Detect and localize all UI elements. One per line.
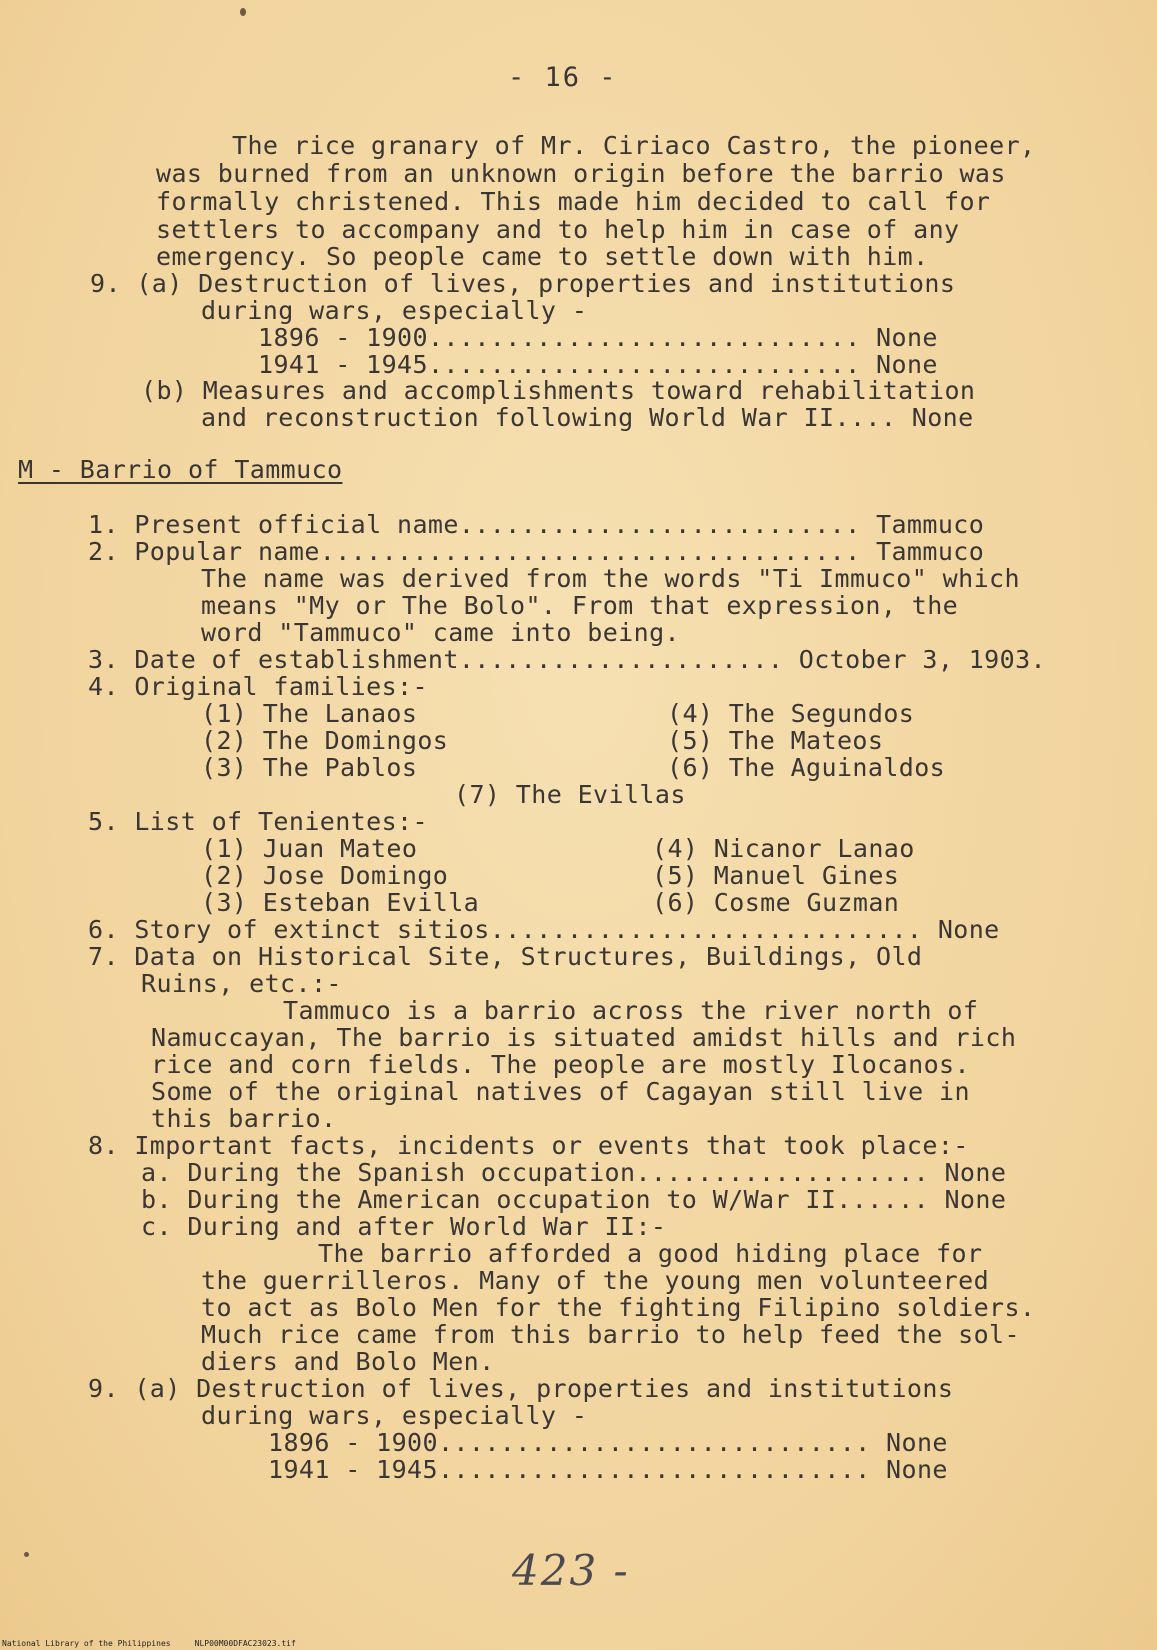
text-line: c. During and after World War II:- <box>141 1212 667 1241</box>
text-line: 1. Present official name.......................... Tammuco <box>88 510 985 539</box>
text-line: emergency. So people came to settle down with him. <box>156 242 929 271</box>
list-item: (2) Jose Domingo <box>201 861 449 890</box>
section-heading: M - Barrio of Tammuco <box>18 455 343 484</box>
text-line: 3. Date of establishment..................... October 3, 1903. <box>88 645 1046 674</box>
list-item: (6) The Aguinaldos <box>667 753 946 782</box>
text-line: 1941 - 1945............................ None <box>268 1455 948 1484</box>
text-line: Much rice came from this barrio to help feed the sol- <box>201 1320 1020 1349</box>
text-line: during wars, especially - <box>201 1401 588 1430</box>
text-line: (b) Measures and accomplishments toward rehabilitation <box>141 376 976 405</box>
list-item: (7) The Evillas <box>454 780 686 809</box>
text-line: the guerrilleros. Many of the young men volunteered <box>201 1266 990 1295</box>
text-line: The rice granary of Mr. Ciriaco Castro, the pioneer, <box>232 131 1036 160</box>
text-line: 9. (a) Destruction of lives, properties and institutions <box>88 1374 954 1403</box>
archive-footer: National Library of the Philippines NLP00M00DFAC23023.tif <box>2 1639 296 1648</box>
text-line: 1941 - 1945............................ None <box>258 350 938 379</box>
text-line: was burned from an unknown origin before the barrio was <box>156 159 1006 188</box>
text-line: Ruins, etc.:- <box>141 969 342 998</box>
list-item: (5) Manuel Gines <box>652 861 900 890</box>
text-line: Namuccayan, The barrio is situated amidst hills and rich <box>151 1023 1017 1052</box>
text-line: a. During the Spanish occupation................... None <box>141 1158 1007 1187</box>
list-item: (3) The Pablos <box>201 753 418 782</box>
text-line: this barrio. <box>151 1104 337 1133</box>
text-line: rice and corn fields. The people are mostly Ilocanos. <box>151 1050 970 1079</box>
list-item: (4) Nicanor Lanao <box>652 834 915 863</box>
text-line: 2. Popular name................................... Tammuco <box>88 537 985 566</box>
text-line: 1896 - 1900............................ None <box>268 1428 948 1457</box>
text-line: Some of the original natives of Cagayan still live in <box>151 1077 970 1106</box>
list-item: (2) The Domingos <box>201 726 449 755</box>
list-item: (5) The Mateos <box>667 726 884 755</box>
text-line: The barrio afforded a good hiding place for <box>318 1239 983 1268</box>
text-line: word "Tammuco" came into being. <box>201 618 680 647</box>
text-line: 7. Data on Historical Site, Structures, Buildings, Old <box>88 942 923 971</box>
list-item: (6) Cosme Guzman <box>652 888 900 917</box>
text-line: during wars, especially - <box>201 296 588 325</box>
text-line: The name was derived from the words "Ti Immuco" which <box>201 564 1020 593</box>
page-number: - 16 - <box>508 62 618 93</box>
list-item: (3) Esteban Evilla <box>201 888 480 917</box>
text-line: to act as Bolo Men for the fighting Filipino soldiers. <box>201 1293 1036 1322</box>
text-line: 6. Story of extinct sitios............................ None <box>88 915 1000 944</box>
text-line: 5. List of Tenientes:- <box>88 807 428 836</box>
text-line: means "My or The Bolo". From that expression, the <box>201 591 959 620</box>
text-line: 1896 - 1900............................ None <box>258 323 938 352</box>
paper-speck <box>240 8 246 16</box>
text-line: settlers to accompany and to help him in case of any <box>156 215 960 244</box>
text-line: 9. (a) Destruction of lives, properties and institutions <box>90 269 956 298</box>
handwritten-page-number: 423 - <box>512 1546 630 1595</box>
text-line: and reconstruction following World War II.... None <box>201 403 974 432</box>
text-line: b. During the American occupation to W/War II...... None <box>141 1185 1007 1214</box>
text-line: Tammuco is a barrio across the river north of <box>283 996 979 1025</box>
list-item: (1) Juan Mateo <box>201 834 418 863</box>
text-line: 8. Important facts, incidents or events that took place:- <box>88 1131 969 1160</box>
list-item: (1) The Lanaos <box>201 699 418 728</box>
list-item: (4) The Segundos <box>667 699 915 728</box>
text-line: formally christened. This made him decided to call for <box>156 187 991 216</box>
text-line: 4. Original families:- <box>88 672 428 701</box>
text-line: diers and Bolo Men. <box>201 1347 495 1376</box>
paper-speck <box>24 1552 29 1557</box>
